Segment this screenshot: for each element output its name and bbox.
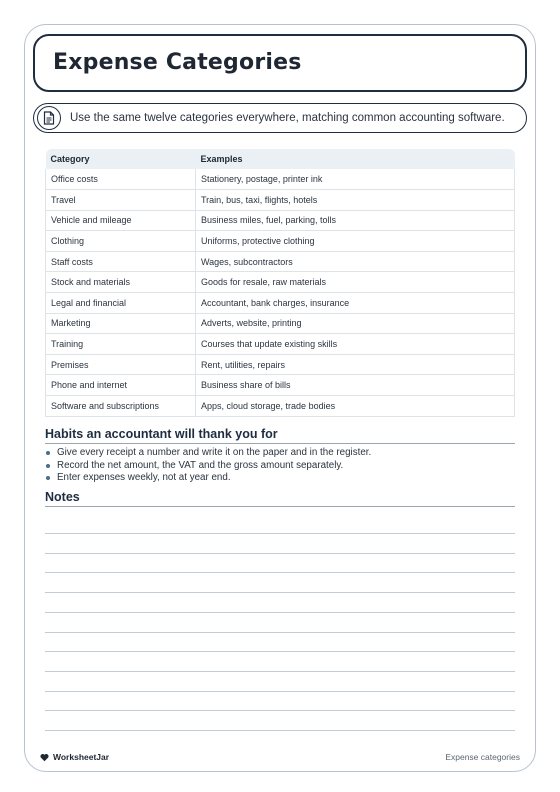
intro-text: Use the same twelve categories everywhere, matching common accounting software.: [70, 112, 505, 124]
document-icon: [37, 106, 61, 130]
examples-cell: Courses that update existing skills: [196, 334, 515, 355]
note-line[interactable]: [45, 612, 515, 613]
table-row: [46, 272, 515, 293]
note-line[interactable]: [45, 592, 515, 593]
examples-cell: Adverts, website, printing: [196, 313, 515, 334]
note-line[interactable]: [45, 533, 515, 534]
column-header-category: Category: [46, 149, 196, 169]
note-line[interactable]: [45, 572, 515, 573]
page-title: Expense Categories: [53, 50, 302, 75]
categories-table: [45, 149, 515, 417]
note-line[interactable]: [45, 651, 515, 652]
note-line[interactable]: [45, 710, 515, 711]
table-header-row: [46, 149, 515, 169]
category-cell: Premises: [46, 354, 196, 375]
table-row: [46, 396, 515, 417]
category-cell: Vehicle and mileage: [46, 210, 196, 231]
title-box: [33, 34, 527, 92]
examples-cell: Uniforms, protective clothing: [196, 231, 515, 252]
examples-cell: Stationery, postage, printer ink: [196, 169, 515, 190]
category-cell: Training: [46, 334, 196, 355]
footer-brand: [40, 752, 109, 762]
examples-cell: Accountant, bank charges, insurance: [196, 293, 515, 314]
footer-label: Expense categories: [445, 752, 520, 762]
examples-cell: Goods for resale, raw materials: [196, 272, 515, 293]
category-cell: Marketing: [46, 313, 196, 334]
table-row: [46, 313, 515, 334]
examples-cell: Train, bus, taxi, flights, hotels: [196, 190, 515, 211]
category-cell: Clothing: [46, 231, 196, 252]
note-line[interactable]: [45, 671, 515, 672]
category-cell: Staff costs: [46, 251, 196, 272]
table-row: [46, 334, 515, 355]
table-row: [46, 375, 515, 396]
note-line[interactable]: [45, 553, 515, 554]
habits-heading: Habits an accountant will thank you for: [45, 427, 515, 444]
brand-name: WorksheetJar: [53, 752, 110, 762]
note-line[interactable]: [45, 730, 515, 731]
list-item: Enter expenses weekly, not at year end.: [45, 472, 515, 485]
category-cell: Office costs: [46, 169, 196, 190]
category-cell: Software and subscriptions: [46, 396, 196, 417]
examples-cell: Wages, subcontractors: [196, 251, 515, 272]
table-row: [46, 231, 515, 252]
table-row: [46, 210, 515, 231]
heart-icon: [40, 753, 49, 762]
notes-heading: Notes: [45, 490, 515, 507]
table-row: [46, 169, 515, 190]
table-row: [46, 354, 515, 375]
note-line[interactable]: [45, 632, 515, 633]
category-cell: Phone and internet: [46, 375, 196, 396]
category-cell: Travel: [46, 190, 196, 211]
list-item: Record the net amount, the VAT and the gross amount separately.: [45, 460, 515, 473]
intro-banner: [33, 103, 527, 133]
examples-cell: Rent, utilities, repairs: [196, 354, 515, 375]
examples-cell: Business miles, fuel, parking, tolls: [196, 210, 515, 231]
table-row: [46, 190, 515, 211]
category-cell: Legal and financial: [46, 293, 196, 314]
table-row: [46, 293, 515, 314]
habits-list: [45, 447, 515, 485]
list-item: Give every receipt a number and write it on the paper and in the register.: [45, 447, 515, 460]
note-line[interactable]: [45, 691, 515, 692]
category-cell: Stock and materials: [46, 272, 196, 293]
table-row: [46, 251, 515, 272]
column-header-examples: Examples: [196, 149, 515, 169]
examples-cell: Business share of bills: [196, 375, 515, 396]
examples-cell: Apps, cloud storage, trade bodies: [196, 396, 515, 417]
